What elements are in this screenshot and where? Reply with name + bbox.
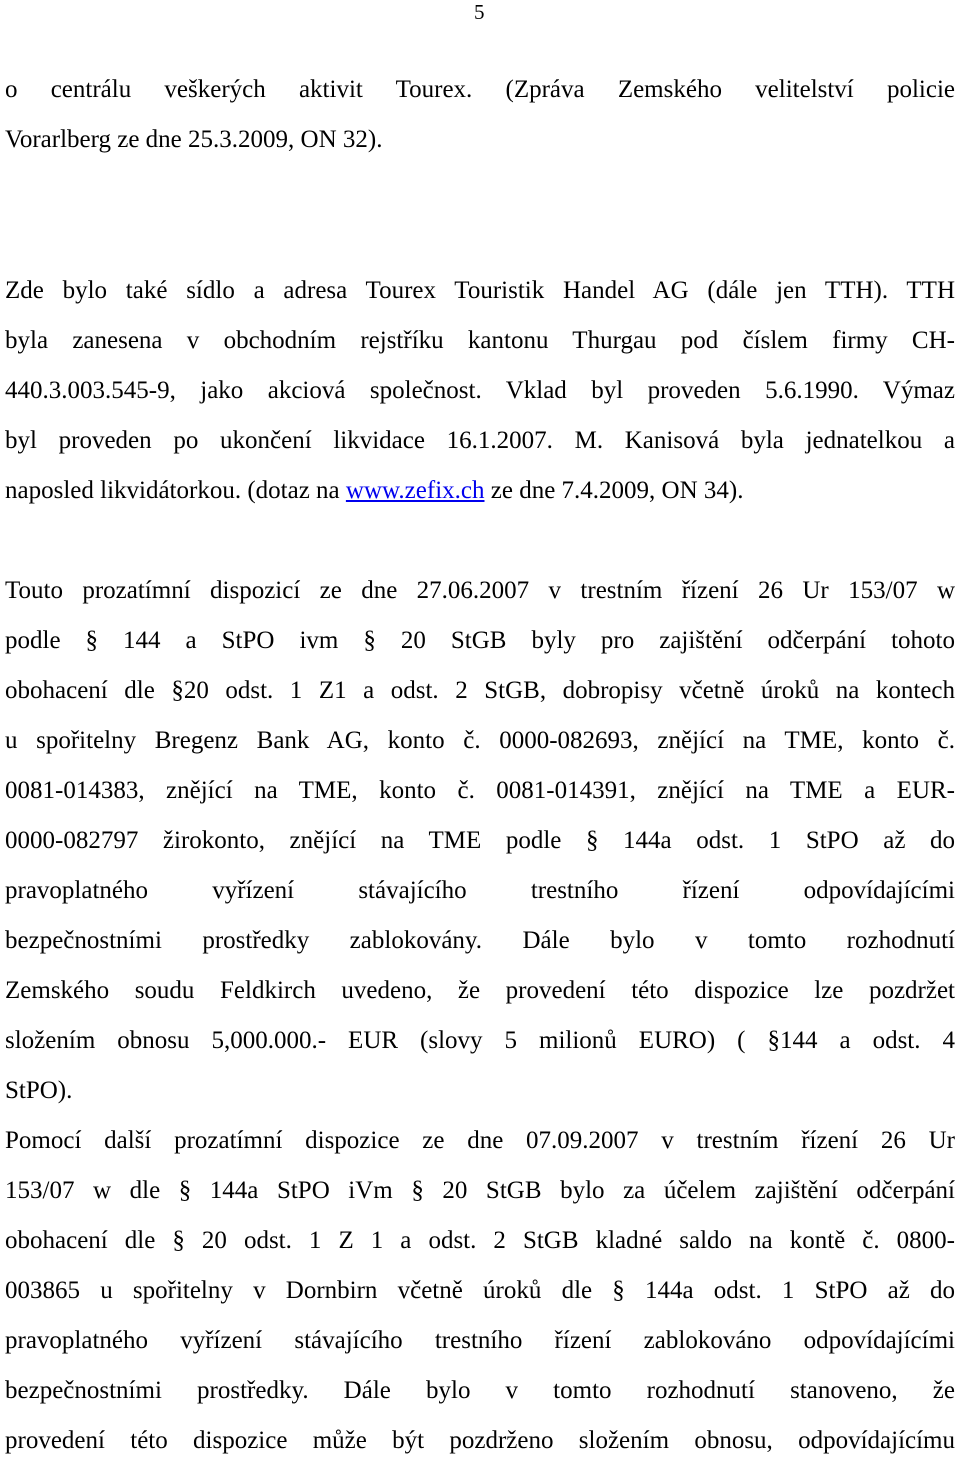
- text-line: obohacení dle §20 odst. 1 Z1 a odst. 2 StGB, dobropisy včetně úroků na kontech: [5, 677, 955, 704]
- text-line: o centrálu veškerých aktivit Tourex. (Zpráva Zemského velitelství policie: [5, 76, 955, 103]
- text-line: StPO).: [5, 1077, 73, 1104]
- text-line: pravoplatného vyřízení stávajícího trestního řízení zablokováno odpovídajícími: [5, 1327, 955, 1354]
- page-number: 5: [474, 0, 485, 24]
- text-line: 440.3.003.545-9, jako akciová společnost. Vklad byl proveden 5.6.1990. Výmaz: [5, 377, 955, 404]
- text-line: byl proveden po ukončení likvidace 16.1.2007. M. Kanisová byla jednatelkou a: [5, 427, 955, 454]
- text-line: u spořitelny Bregenz Bank AG, konto č. 0000-082693, znějící na TME, konto č.: [5, 727, 955, 754]
- text-line: 153/07 w dle § 144a StPO iVm § 20 StGB bylo za účelem zajištění odčerpání: [5, 1177, 955, 1204]
- text-line: obohacení dle § 20 odst. 1 Z 1 a odst. 2 StGB kladné saldo na kontě č. 0800-: [5, 1227, 955, 1254]
- text-line: [5, 466, 955, 516]
- text-line: bezpečnostními prostředky zablokovány. Dále bylo v tomto rozhodnutí: [5, 927, 955, 954]
- paragraph-1: [5, 65, 955, 165]
- text-line: bezpečnostními prostředky. Dále bylo v tomto rozhodnutí stanoveno, že: [5, 1377, 955, 1404]
- text-line: 0000-082797 žirokonto, znějící na TME podle § 144a odst. 1 StPO až do: [5, 827, 955, 854]
- text-line: provedení této dispozice může být pozdrženo složením obnosu, odpovídajícímu: [5, 1427, 955, 1454]
- text-line: Zemského soudu Feldkirch uvedeno, že provedení této dispozice lze pozdržet: [5, 977, 955, 1004]
- paragraph-2: [5, 266, 955, 516]
- paragraph-3: [5, 566, 955, 1116]
- text-line: byla zanesena v obchodním rejstříku kantonu Thurgau pod číslem firmy CH-: [5, 327, 955, 354]
- text-segment: ze dne 7.4.2009, ON 34).: [484, 477, 744, 504]
- text-line: pravoplatného vyřízení stávajícího trestního řízení odpovídajícími: [5, 877, 955, 904]
- text-line: 0081-014383, znějící na TME, konto č. 0081-014391, znějící na TME a EUR-: [5, 777, 955, 804]
- document-body: [5, 65, 955, 1466]
- text-line: 003865 u spořitelny v Dornbirn včetně úroků dle § 144a odst. 1 StPO až do: [5, 1277, 955, 1304]
- text-line: Touto prozatímní dispozicí ze dne 27.06.2007 v trestním řízení 26 Ur 153/07 w: [5, 577, 955, 604]
- text-segment: naposled likvidátorkou. (dotaz na: [5, 477, 346, 504]
- paragraph-4: [5, 1116, 955, 1466]
- text-line: Pomocí další prozatímní dispozice ze dne 07.09.2007 v trestním řízení 26 Ur: [5, 1127, 955, 1154]
- zefix-link[interactable]: www.zefix.ch: [345, 477, 485, 504]
- text-line: složením obnosu 5,000.000.- EUR (slovy 5 milionů EURO) ( §144 a odst. 4: [5, 1027, 955, 1054]
- text-line: podle § 144 a StPO ivm § 20 StGB byly pro zajištění odčerpání tohoto: [5, 627, 955, 654]
- text-line: Vorarlberg ze dne 25.3.2009, ON 32).: [5, 126, 383, 153]
- text-line: Zde bylo také sídlo a adresa Tourex Touristik Handel AG (dále jen TTH). TTH: [5, 277, 955, 304]
